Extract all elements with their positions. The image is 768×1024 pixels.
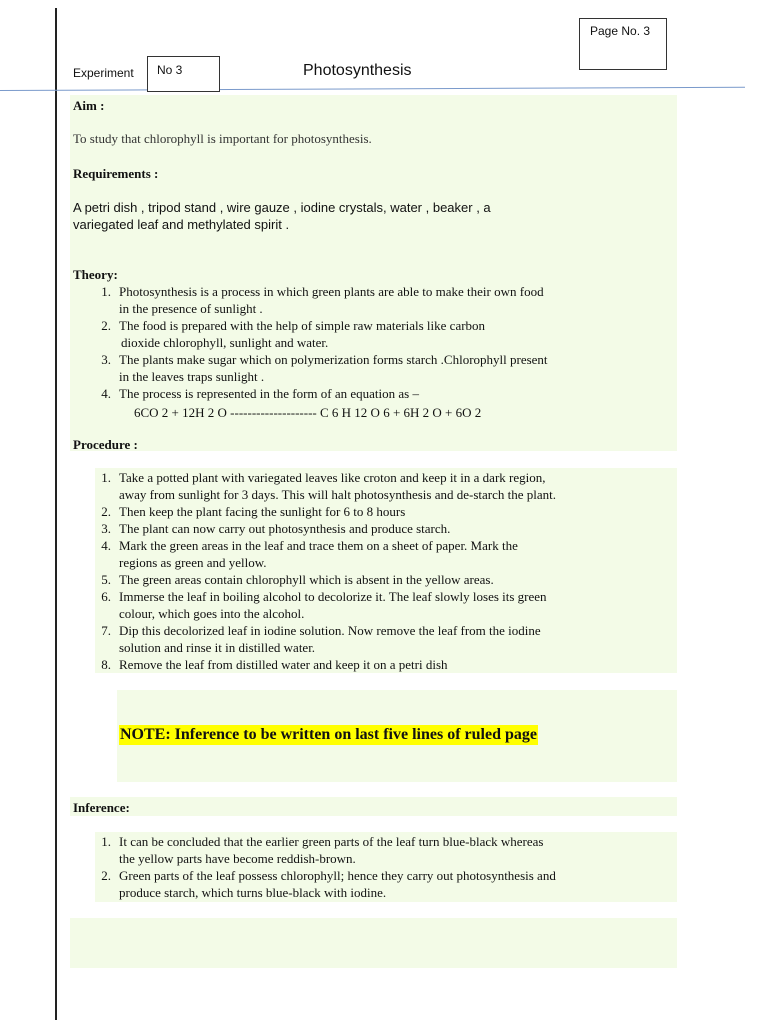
list-line: Green parts of the leaf possess chlorophyll; hence they carry out photosynthesis and (119, 868, 556, 883)
page-margin-line (55, 8, 57, 1020)
list-line: the yellow parts have become reddish-brown. (119, 851, 356, 866)
list-number: 2. (101, 318, 111, 333)
list-number: 5. (101, 572, 111, 587)
list-line: The plants make sugar which on polymerization forms starch .Chlorophyll present (119, 352, 548, 367)
list-number: 1. (101, 284, 111, 299)
list-number: 4. (101, 386, 111, 401)
header-rule (0, 87, 745, 91)
requirements-line-2: variegated leaf and methylated spirit . (73, 217, 290, 232)
list-line: Then keep the plant facing the sunlight for 6 to 8 hours (119, 504, 406, 519)
list-number: 2. (101, 868, 111, 883)
note-highlight: NOTE: Inference to be written on last five lines of ruled page (120, 726, 537, 743)
list-line: in the presence of sunlight . (119, 301, 263, 316)
experiment-number: No 3 (157, 63, 183, 77)
list-line: solution and rinse it in distilled water. (119, 640, 316, 655)
list-number: 6. (101, 589, 111, 604)
list-number: 1. (101, 470, 111, 485)
shaded-block-blank (70, 918, 677, 968)
list-line: regions as green and yellow. (119, 555, 267, 570)
aim-text: To study that chlorophyll is important for photosynthesis. (73, 131, 372, 146)
requirements-heading: Requirements : (73, 166, 159, 181)
aim-heading: Aim : (73, 98, 105, 113)
page-title: Photosynthesis (303, 62, 412, 79)
list-line: in the leaves traps sunlight . (119, 369, 265, 384)
list-number: 4. (101, 538, 111, 553)
list-line: The plant can now carry out photosynthesis and produce starch. (119, 521, 451, 536)
list-line: Photosynthesis is a process in which green plants are able to make their own food (119, 284, 544, 299)
list-line: Take a potted plant with variegated leaves like croton and keep it in a dark region, (119, 470, 546, 485)
shaded-block-inference-heading (70, 797, 677, 816)
experiment-label: Experiment (73, 66, 134, 80)
theory-heading: Theory: (73, 267, 118, 282)
list-line: away from sunlight for 3 days. This will halt photosynthesis and de-starch the plant. (119, 487, 556, 502)
experiment-number-box (147, 56, 220, 92)
list-line: The process is represented in the form of an equation as – (119, 386, 419, 401)
list-line: produce starch, which turns blue-black with iodine. (119, 885, 387, 900)
list-line: dioxide chlorophyll, sunlight and water. (121, 335, 329, 350)
list-line: The food is prepared with the help of simple raw materials like carbon (119, 318, 486, 333)
list-number: 1. (101, 834, 111, 849)
list-line: Dip this decolorized leaf in iodine solution. Now remove the leaf from the iodine (119, 623, 541, 638)
list-line: colour, which goes into the alcohol. (119, 606, 305, 621)
list-line: It can be concluded that the earlier green parts of the leaf turn blue-black whereas (119, 834, 544, 849)
list-line: The green areas contain chlorophyll which is absent in the yellow areas. (119, 572, 494, 587)
list-line: Immerse the leaf in boiling alcohol to decolorize it. The leaf slowly loses its green (119, 589, 547, 604)
list-number: 3. (101, 352, 111, 367)
page-number-box (579, 18, 667, 70)
inference-heading: Inference: (73, 800, 130, 815)
list-number: 3. (101, 521, 111, 536)
list-number: 7. (101, 623, 111, 638)
requirements-line-1: A petri dish , tripod stand , wire gauze , iodine crystals, water , beaker , a (73, 200, 491, 215)
equation: 6CO 2 + 12H 2 O -------------------- C 6 H 12 O 6 + 6H 2 O + 6O 2 (134, 405, 482, 420)
list-line: Remove the leaf from distilled water and keep it on a petri dish (119, 657, 448, 672)
list-number: 2. (101, 504, 111, 519)
list-line: Mark the green areas in the leaf and trace them on a sheet of paper. Mark the (119, 538, 518, 553)
page-number: Page No. 3 (590, 24, 651, 38)
procedure-heading: Procedure : (73, 437, 138, 452)
list-number: 8. (101, 657, 111, 672)
